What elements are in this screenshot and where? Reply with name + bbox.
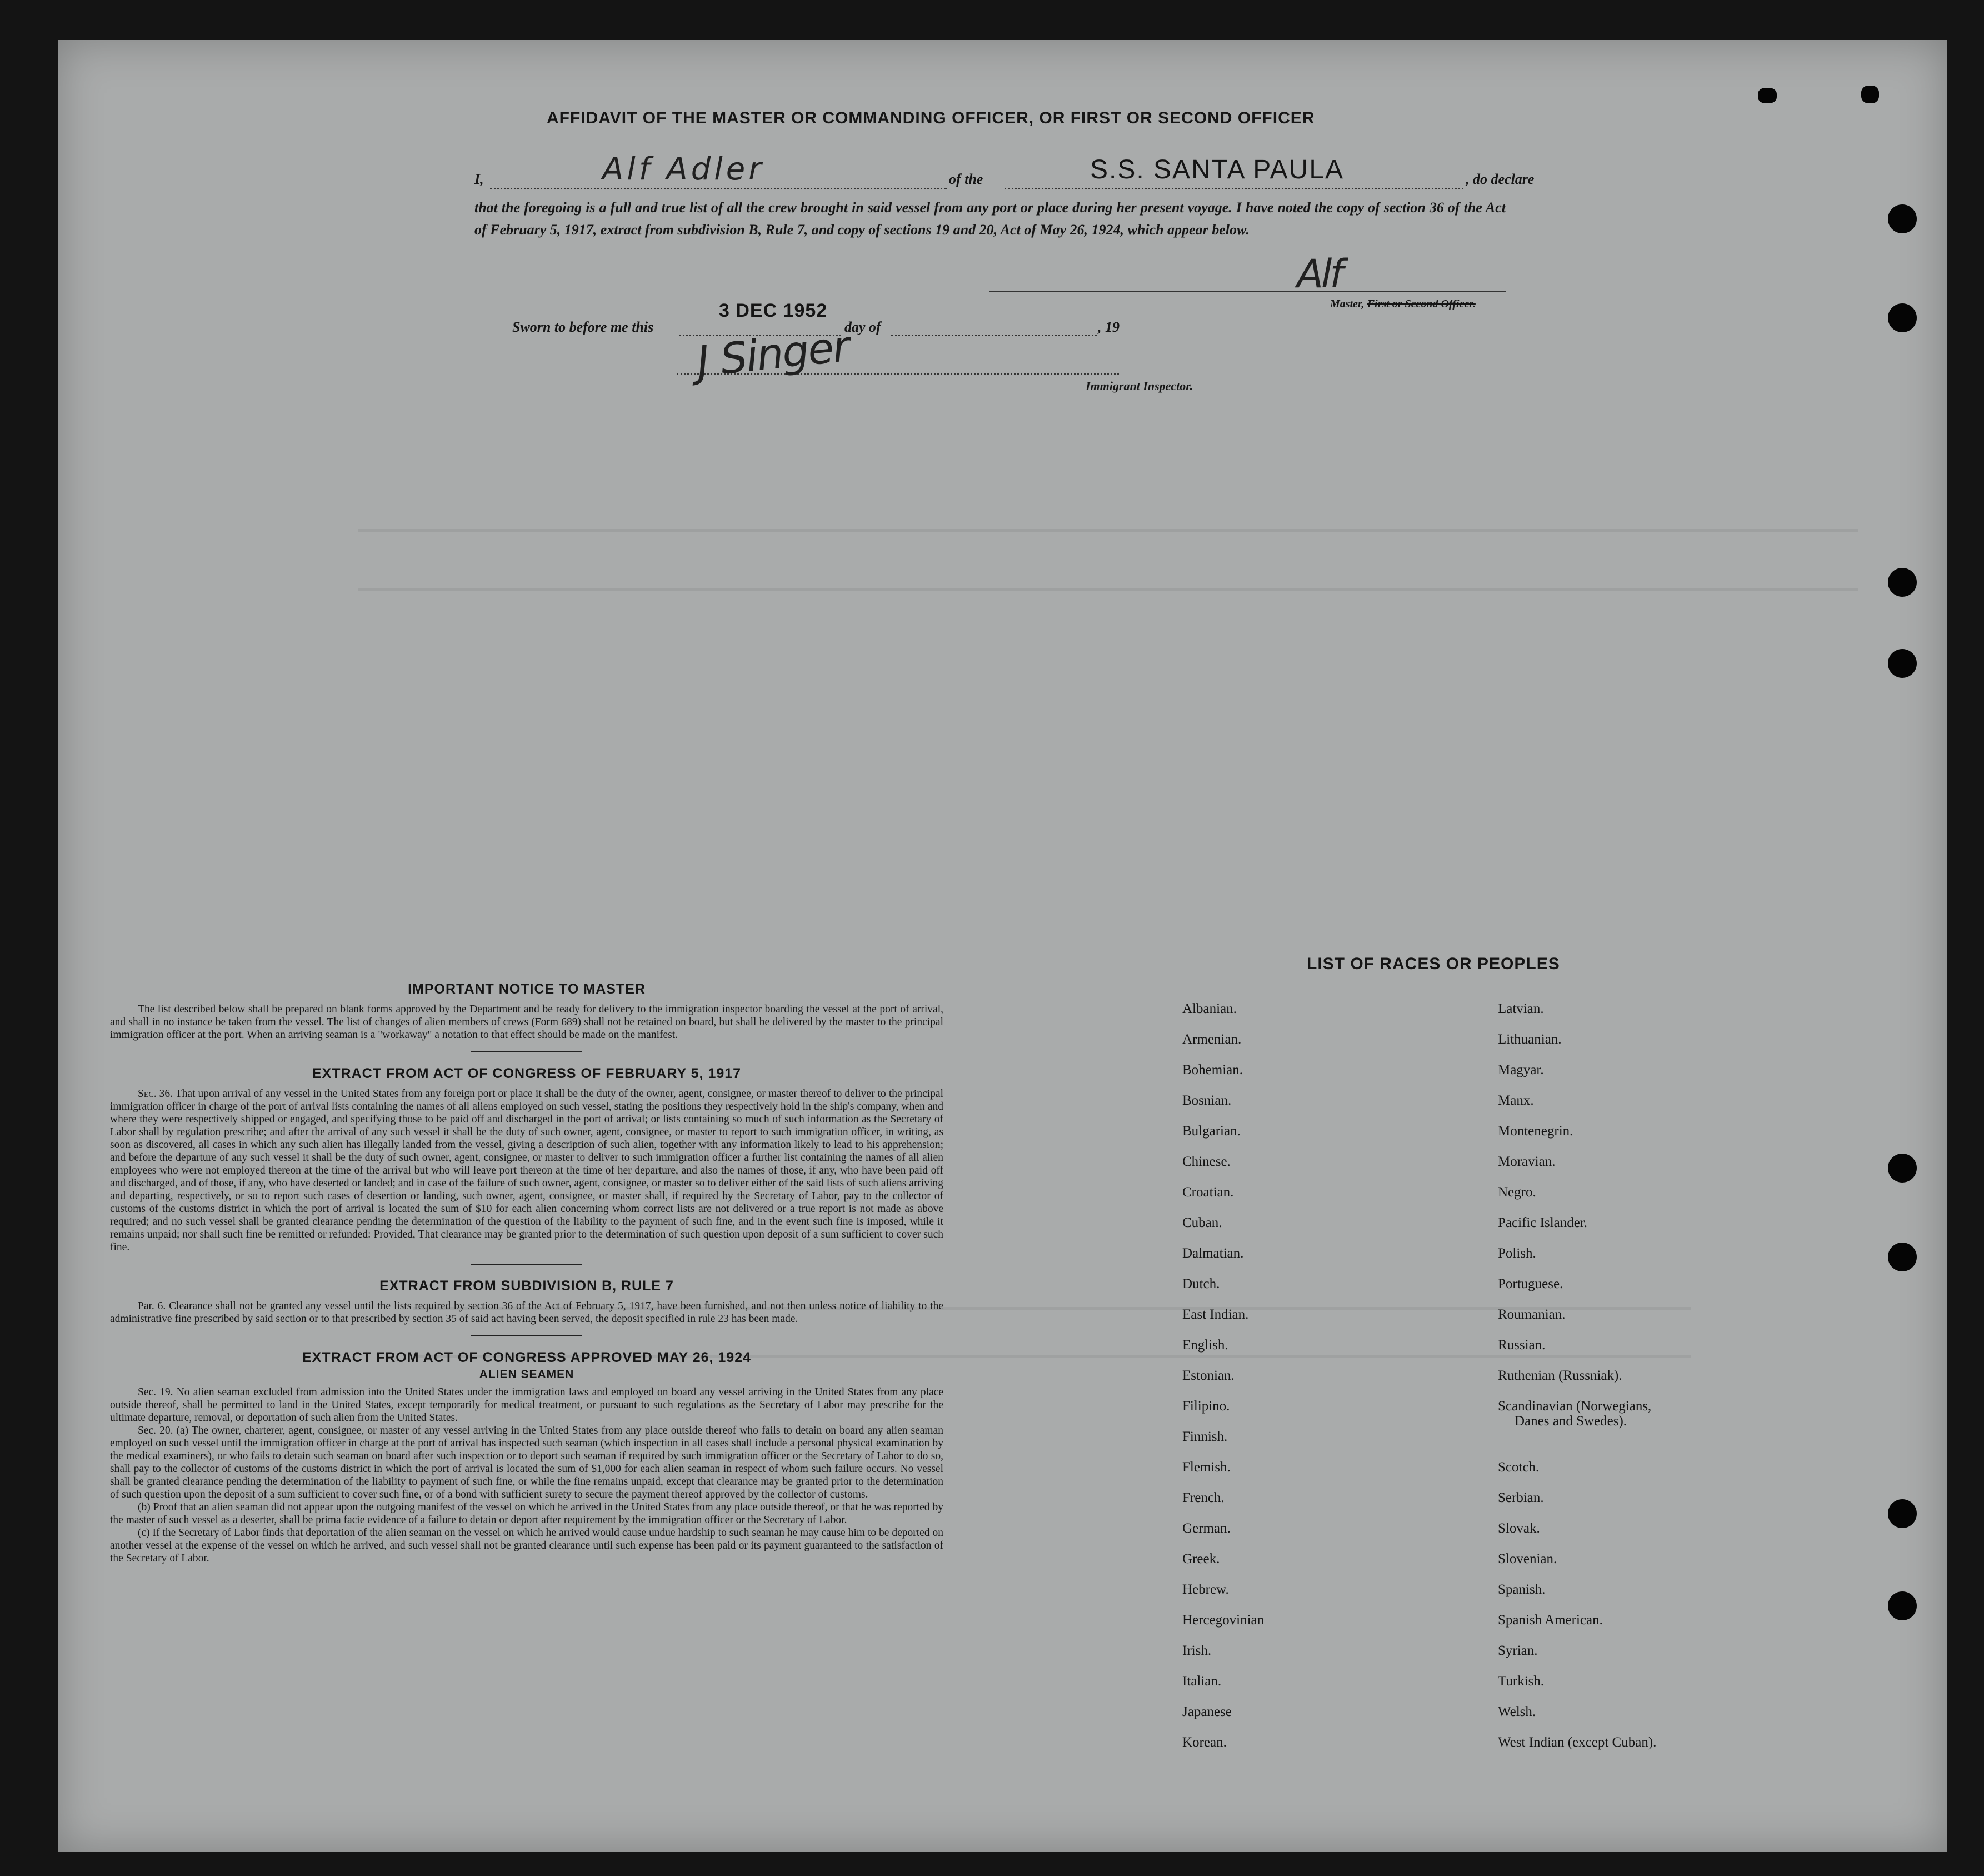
race-right-item: Polish. (1498, 1246, 1536, 1261)
race-right-item: Ruthenian (Russniak). (1498, 1368, 1622, 1383)
race-left-item: Filipino. (1182, 1399, 1230, 1414)
race-right-item: Scotch. (1498, 1460, 1540, 1475)
alien-seamen-subtitle: ALIEN SEAMEN (479, 1368, 574, 1381)
race-left-item: English. (1182, 1338, 1228, 1353)
race-left-item: Hercegovinian (1182, 1613, 1265, 1628)
race-left-item: Greek. (1182, 1551, 1220, 1566)
race-right-item: Serbian. (1498, 1490, 1544, 1505)
race-left-item: Hebrew. (1182, 1582, 1229, 1597)
race-left-item: Bulgarian. (1182, 1124, 1241, 1139)
race-left-item: German. (1182, 1521, 1231, 1536)
race-right-item: Manx. (1498, 1093, 1534, 1108)
declaration-text: that the foregoing is a full and true list of all the crew brought in said vessel from any port or place during her present voyage. I have noted the copy of section 36 of the Act of February 5, 1917, extract from subdivision B, Rule 7, and copy of sections 19 and 20, Act of May 26, 1924, which appear below. (474, 199, 1506, 238)
race-left-item: Chinese. (1182, 1154, 1231, 1169)
notice-body (110, 1003, 943, 1041)
do-declare-label: , do declare (1466, 171, 1535, 187)
race-right-item: Slovak. (1498, 1521, 1540, 1536)
sec36-label: Sec. 36. (138, 1088, 173, 1100)
rule7-body (110, 1300, 943, 1325)
binder-hole (1758, 88, 1777, 103)
officer-label (1330, 298, 1476, 311)
race-left-item: Estonian. (1182, 1368, 1235, 1383)
sec36-text: That upon arrival of any vessel in the United States from any foreign port or place it shall be the duty of the owner, agent, consignee, or master thereof to deliver to the principal immigration officer in charge of the port of arrival lists containing the names of all aliens employed on such vessel, stating the positions they respectively hold in the ship's company, when and where they were respectively shipped or engaged, and specifying those to be paid off and discharged in the port of arrival; or lists containing so much of such information as the Secretary of Labor shall by regulation prescribe; and after the arrival of any such vessel it shall be the duty of such owner, agent, consignee, or master to report to such immigration officer, in writing, as soon as discovered, all cases in which any such alien has illegally landed from the vessel, giving a description of such alien, together with any information likely to lead to his apprehension; and before the departure of any such vessel it shall be the duty of such owner, agent, consignee, or master to deliver to such immigration officer a further list containing the names of all alien employees who were not employed thereon at the time of the arrival but who will leave port thereon at the time of her departure, and also the names of those, if any, who have been paid off and discharged, and of those, if any, who have deserted or landed; and in case of the failure of such owner, agent, consignee, or master so to deliver either of the said lists of such aliens arriving and departing, respectively, or so to report such cases of desertion or landing, such owner, agent, consignee, or master shall, if required by the Secretary of Labor, pay to the collector of customs of the customs district in which the port of arrival is located the sum of $10 for each alien concerning whom correct lists are not delivered or a true report is not made as above required; and no such vessel shall be granted clearance pending the determination of the question of the liability to the payment of such fine, and in the event such fine is imposed, while it remains unpaid; nor shall such fine be remitted or refunded: Provided, That clearance may be granted prior to the determination of such question upon deposit of a sum sufficient to cover such fine. (110, 1088, 943, 1253)
race-left-item: Armenian. (1182, 1032, 1242, 1047)
date-stamp: 3 DEC 1952 (719, 300, 828, 321)
rule7-text: Par. 6. Clearance shall not be granted any vessel until the lists required by section 36 of the Act of February 5, 1917, have been furnished, and not then unless notice of liability to the administrative fine prescribed by said section or to that prescribed by section 35 of said act having been served, the deposit specified in rule 23 has been made. (110, 1300, 943, 1325)
race-left-item: Dalmatian. (1182, 1246, 1244, 1261)
race-right-item: Spanish American. (1498, 1613, 1603, 1628)
divider-rule (471, 1051, 582, 1052)
race-right-item: Portuguese. (1498, 1276, 1563, 1291)
race-right-item: West Indian (except Cuban). (1498, 1735, 1657, 1750)
year-label: , 19 (1098, 319, 1120, 335)
race-left-item: Korean. (1182, 1735, 1227, 1750)
race-left-item: Dutch. (1182, 1276, 1220, 1291)
name-line (490, 188, 947, 189)
sec20c-text: (c) If the Secretary of Labor finds that deportation of the alien seaman on the vessel on which he arrived would cause undue hardship to such seaman he may cause him to be deported on another vessel at the expense of the vessel on which he arrived, and such vessel shall not be granted clearance until such expense has been paid or its payment guaranteed to the satisfaction of the Secretary of Labor. (110, 1527, 943, 1564)
legal-extracts (110, 981, 943, 1565)
binder-hole (1888, 204, 1917, 233)
extract-1917-paragraph (110, 1087, 943, 1254)
race-right-item: Danes and Swedes). (1515, 1414, 1627, 1429)
race-right-item: Negro. (1498, 1185, 1536, 1200)
race-left-item: Finnish. (1182, 1429, 1228, 1444)
binder-hole (1861, 86, 1879, 103)
race-left-item: Albanian. (1182, 1001, 1237, 1016)
race-right-item: Roumanian. (1498, 1307, 1566, 1322)
race-right-item: Syrian. (1498, 1643, 1538, 1658)
inspector-label: Immigrant Inspector. (1086, 379, 1193, 393)
race-left-item: Bohemian. (1182, 1062, 1243, 1077)
race-right-item: Magyar. (1498, 1062, 1544, 1077)
race-right-item: Lithuanian. (1498, 1032, 1562, 1047)
race-right-item: Scandinavian (Norwegians, (1498, 1399, 1652, 1414)
extract-1924-body (110, 1386, 943, 1565)
vessel-name: S.S. SANTA PAULA (1090, 155, 1345, 184)
divider-rule (471, 1264, 582, 1265)
race-right-item: Turkish. (1498, 1674, 1545, 1689)
sec20b-text: (b) Proof that an alien seaman did not appear upon the outgoing manifest of the vessel on which he arrived in the United States from any place outside thereof, or that he was reported by the master of such vessel as a deserter, shall be prima facie evidence of a failure to detain or deport after requirement by the immigration officer or the Secretary of Labor. (110, 1501, 943, 1526)
race-right-item: Slovenian. (1498, 1551, 1557, 1566)
master-name: Alf Adler (602, 151, 765, 187)
day-of-label: day of (844, 319, 881, 335)
race-left-item: Bosnian. (1182, 1093, 1232, 1108)
notice-text: The list described below shall be prepared on blank forms approved by the Department and be ready for delivery to the immigration inspector boarding the vessel at the port of arrival, and shall in no instance be taken from the vessel. The list of changes of alien members of crews (Form 689) shall not be retained on board, but shall be delivered by the master to the principal immigration officer at the port. When an arriving seaman is a "workaway" a notation to that effect should be made on the manifest. (110, 1004, 943, 1041)
race-left-item: Cuban. (1182, 1215, 1222, 1230)
divider-rule (471, 1335, 582, 1336)
officer-label-master: Master, (1330, 298, 1365, 310)
race-right-item: Welsh. (1498, 1704, 1536, 1719)
race-right-item: Russian. (1498, 1338, 1546, 1353)
race-left-item: Japanese (1182, 1704, 1232, 1719)
of-the-label: of the (949, 171, 983, 187)
race-left-item: Flemish. (1182, 1460, 1231, 1475)
binder-hole (1888, 649, 1917, 678)
binder-hole (1888, 1499, 1917, 1528)
inspector-signature: J Singer (694, 321, 852, 387)
binder-hole (1888, 303, 1917, 332)
race-right-item: Spanish. (1498, 1582, 1546, 1597)
notice-title: IMPORTANT NOTICE TO MASTER (408, 981, 646, 997)
sworn-month-line (891, 335, 1097, 336)
binder-hole (1888, 1243, 1917, 1271)
sworn-label: Sworn to before me this (512, 319, 654, 335)
document-page (58, 40, 1947, 1852)
extract-1917-title: EXTRACT FROM ACT OF CONGRESS OF FEBRUARY 5, 1917 (312, 1066, 742, 1081)
sec20a-text: Sec. 20. (a) The owner, charterer, agent, consignee, or master of any vessel arriving in the United States from any place outside thereof who fails to detain on board any alien seaman employed on such vessel until the immigration officer in charge at the port of arrival has inspected such seaman (which inspection in all cases shall include a personal physical examination by the medical examiners), or who fails to detain such seaman on board after such inspection or to deport such seaman if required by such immigration officer or the Secretary of Labor to do so, shall pay to the collector of customs of the customs district in which the port of arrival is located the sum of $1,000 for each alien seaman in respect of whom such failure occurs. No vessel shall be granted clearance pending the determination of the liability to payment of such fine, or while the fine remains unpaid, except that clearance may be granted prior to the determination of such question upon the deposit of a sum sufficient to cover such fine, or of a bond with sufficient surety to secure the payment thereof approved by the collector of customs. (110, 1425, 943, 1500)
affidavit-i-label: I, (474, 171, 484, 187)
officer-label-struck: First or Second Officer. (1367, 298, 1476, 310)
sec19-text: Sec. 19. No alien seaman excluded from admission into the United States under the immigration laws and employed on board any vessel arriving in the United States from any place outside thereof, shall be permitted to land in the United States, except temporarily for medical treatment, or pursuant to such regulations as the Secretary of Labor may prescribe for the ultimate departure, removal, or deportation of such alien from the United States. (110, 1386, 943, 1424)
race-right-item: Latvian. (1498, 1001, 1544, 1016)
binder-hole (1888, 568, 1917, 597)
race-right-item: Moravian. (1498, 1154, 1556, 1169)
race-right-item: Pacific Islander. (1498, 1215, 1588, 1230)
vessel-line (1005, 188, 1463, 189)
rule7-title: EXTRACT FROM SUBDIVISION B, RULE 7 (379, 1278, 674, 1294)
race-left-item: Italian. (1182, 1674, 1222, 1689)
extract-1917-body (110, 1087, 943, 1254)
race-left-item: East Indian. (1182, 1307, 1249, 1322)
race-left-item: Irish. (1182, 1643, 1212, 1658)
extract-1924-title: EXTRACT FROM ACT OF CONGRESS APPROVED MAY 26, 1924 (302, 1350, 752, 1365)
race-left-item: Croatian. (1182, 1185, 1234, 1200)
bleed-through-mark (358, 529, 1858, 591)
affidavit-title: AFFIDAVIT OF THE MASTER OR COMMANDING OFFICER, OR FIRST OR SECOND OFFICER (547, 109, 1315, 127)
officer-signature: Alf (1297, 251, 1341, 297)
binder-hole (1888, 1591, 1917, 1620)
binder-hole (1888, 1154, 1917, 1183)
officer-signature-line (989, 291, 1506, 292)
race-right-item: Montenegrin. (1498, 1124, 1573, 1139)
race-left-item: French. (1182, 1490, 1225, 1505)
races-title: LIST OF RACES OR PEOPLES (1307, 955, 1560, 973)
